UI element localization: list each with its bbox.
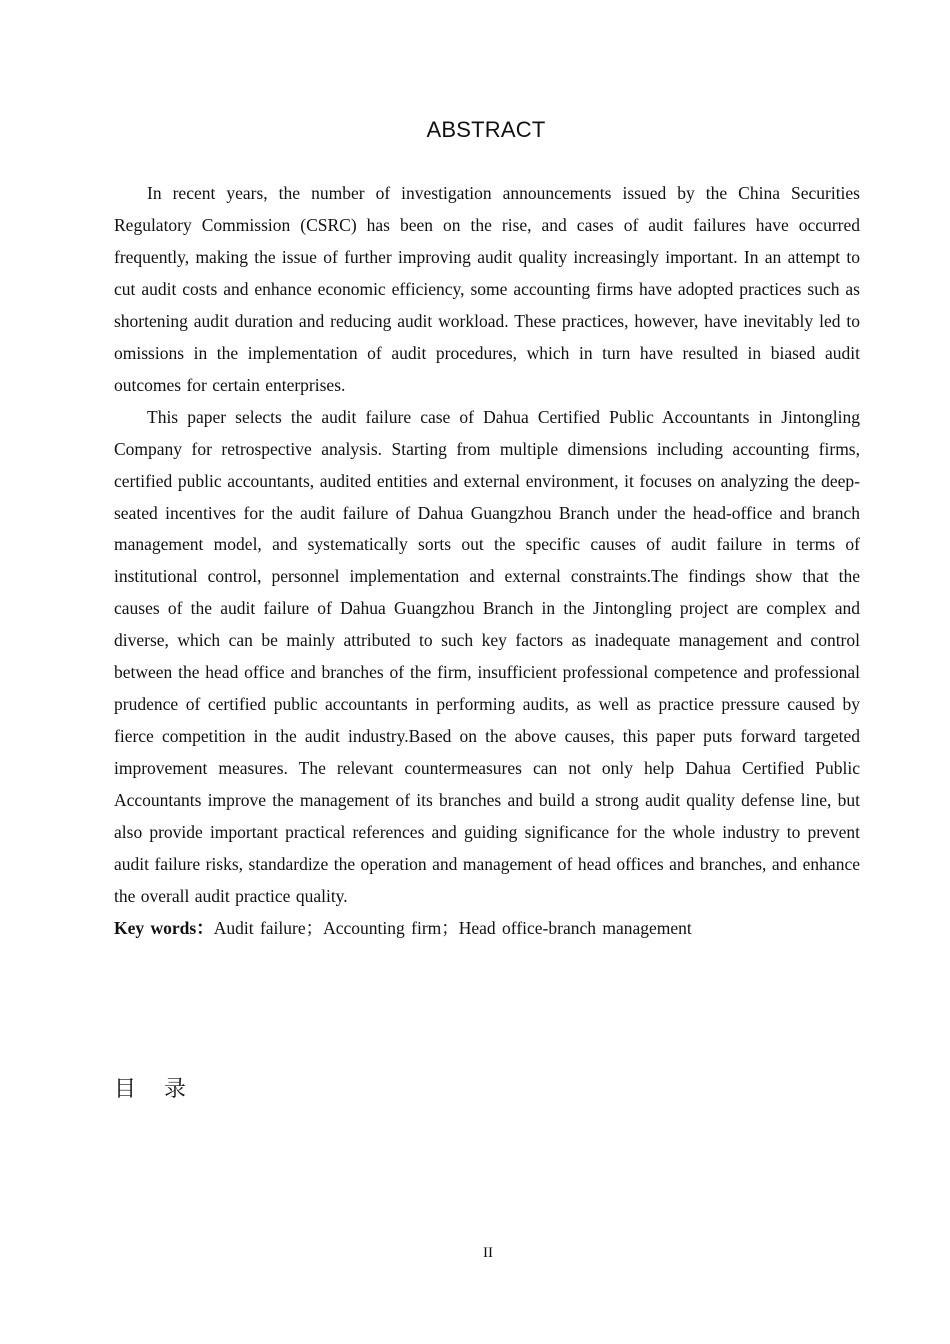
- page-number: II: [483, 1245, 493, 1261]
- keywords-text: Audit failure；Accounting firm；Head office-branch management: [213, 917, 692, 938]
- keywords-label: Key words：: [114, 917, 214, 938]
- abstract-paragraph-1: In recent years, the number of investigation announcements issued by the China Securities Regulatory Commission (CSRC) has been on the rise, and cases of audit failures have occurred frequently, making the issue of further improving audit quality increasingly important. In an attempt to cut audit costs and enhance economic efficiency, some accounting firms have adopted practices such as shortening audit duration and reducing audit workload. These practices, however, have inevitably led to omissions in the implementation of audit procedures, which in turn have resulted in biased audit outcomes for certain enterprises.: [114, 183, 860, 395]
- abstract-title: ABSTRACT: [426, 117, 546, 142]
- abstract-paragraph-2: This paper selects the audit failure case of Dahua Certified Public Accountants in Jintongling Company for retrospective analysis. Starting from multiple dimensions including accounting firms, certified public accountants, audited entities and external environment, it focuses on analyzing the deep-seated incentives for the audit failure of Dahua Guangzhou Branch under the head-office and branch management model, and systematically sorts out the specific causes of audit failure in terms of institutional control, personnel implementation and external constraints.The findings show that the causes of the audit failure of Dahua Guangzhou Branch in the Jintongling project are complex and diverse, which can be mainly attributed to such key factors as inadequate management and control between the head office and branches of the firm, insufficient professional competence and professional prudence of certified public accountants in performing audits, as well as practice pressure caused by fierce competition in the audit industry.Based on the above causes, this paper puts forward targeted improvement measures. The relevant countermeasures can not only help Dahua Certified Public Accountants improve the management of its branches and build a strong audit quality defense line, but also provide important practical references and guiding significance for the whole industry to prevent audit failure risks, standardize the operation and management of head offices and branches, and enhance the overall audit practice quality.: [114, 406, 860, 906]
- abstract-body: [114, 178, 860, 945]
- keywords-line: [114, 913, 860, 945]
- table-of-contents-title: 目 录: [114, 1077, 186, 1102]
